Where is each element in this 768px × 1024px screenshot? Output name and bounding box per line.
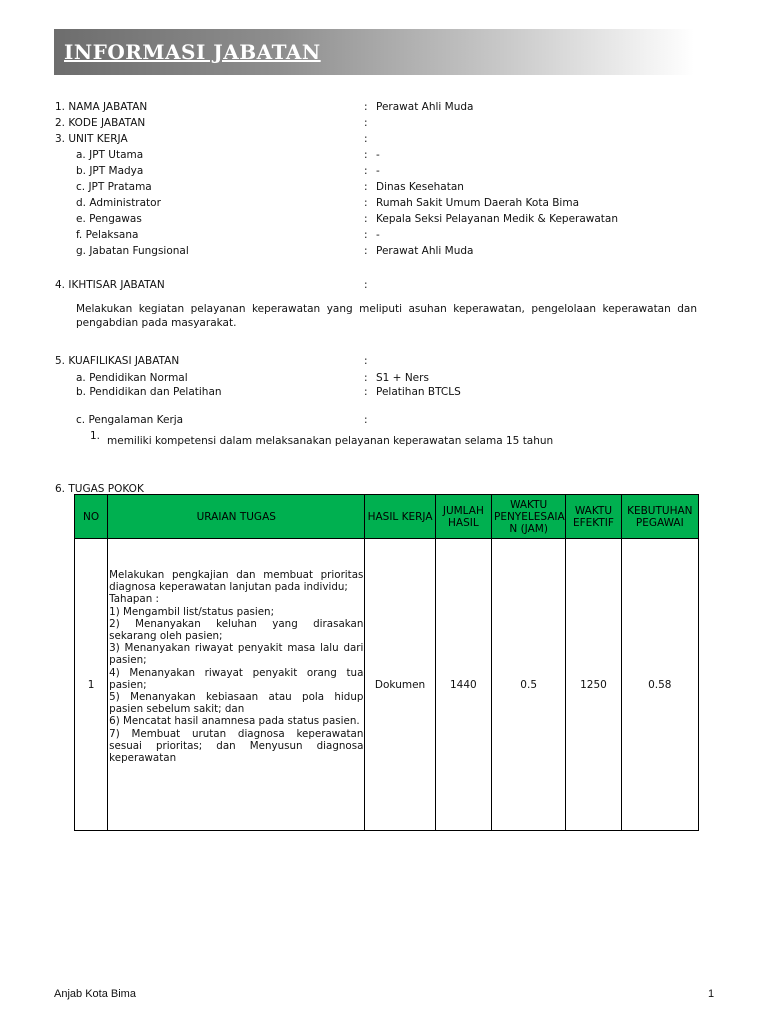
header-jumlah-hasil: JUMLAH HASIL (435, 495, 491, 539)
field-label-unit-kerja: 3. UNIT KERJA (55, 133, 128, 145)
field-colon: : (364, 165, 368, 177)
field-value-jpt-utama: - (376, 149, 380, 161)
field-label-jpt-madya: b. JPT Madya (76, 165, 144, 177)
field-colon: : (364, 245, 368, 257)
field-label-kode-jabatan: 2. KODE JABATAN (55, 117, 146, 129)
field-colon: : (364, 355, 368, 367)
header-waktu-efektif: WAKTU EFEKTIF (566, 495, 621, 539)
cell-waktu-penyelesaian: 0.5 (491, 539, 565, 831)
field-value-administrator: Rumah Sakit Umum Daerah Kota Bima (376, 197, 580, 209)
field-label-pengalaman-kerja: c. Pengalaman Kerja (76, 414, 184, 426)
header-waktu-penyelesaian: WAKTU PENYELESAIA N (JAM) (491, 495, 565, 539)
title-banner (54, 29, 694, 75)
header-uraian-tugas: URAIAN TUGAS (108, 495, 365, 539)
field-colon: : (364, 229, 368, 241)
field-value-jpt-pratama: Dinas Kesehatan (376, 181, 464, 193)
header-kebutuhan-pegawai: KEBUTUHAN PEGAWAI (621, 495, 698, 539)
cell-no: 1 (75, 539, 108, 831)
field-label-administrator: d. Administrator (76, 197, 161, 209)
field-label-jpt-utama: a. JPT Utama (76, 149, 144, 161)
pengalaman-item-text: memiliki kompetensi dalam melaksanakan pelayanan keperawatan selama 15 tahun (107, 435, 554, 447)
field-value-pelaksana: - (376, 229, 380, 241)
field-label-pelatihan: b. Pendidikan dan Pelatihan (76, 386, 222, 398)
pengalaman-item-number: 1. (90, 430, 101, 442)
field-colon: : (364, 149, 368, 161)
field-value-pengawas: Kepala Seksi Pelayanan Medik & Keperawatan (376, 213, 619, 225)
field-label-pengawas: e. Pengawas (76, 213, 142, 225)
field-value-pendidikan-formal: S1 + Ners (376, 372, 429, 384)
field-label-pelaksana: f. Pelaksana (76, 229, 139, 241)
field-label-jpt-pratama: c. JPT Pratama (76, 181, 152, 193)
field-label-pendidikan-formal: a. Pendidikan Normal (76, 372, 188, 384)
tugas-pokok-table (74, 494, 699, 831)
field-colon: : (364, 372, 368, 384)
field-colon: : (364, 213, 368, 225)
page-title: INFORMASI JABATAN (64, 40, 321, 64)
field-colon: : (364, 197, 368, 209)
section-label-tugas-pokok: 6. TUGAS POKOK (55, 483, 144, 495)
field-label-jabatan-fungsional: g. Jabatan Fungsional (76, 245, 189, 257)
page-number: 1 (708, 988, 715, 1000)
field-colon: : (364, 414, 368, 426)
field-value-pelatihan: Pelatihan BTCLS (376, 386, 461, 398)
header-no: NO (75, 495, 108, 539)
field-colon: : (364, 279, 368, 291)
field-label-nama-jabatan: 1. NAMA JABATAN (55, 101, 148, 113)
section-label-ikhtisar: 4. IKHTISAR JABATAN (55, 279, 165, 291)
cell-waktu-efektif: 1250 (566, 539, 621, 831)
cell-uraian-tugas: Melakukan pengkajian dan membuat prioritas diagnosa keperawatan lanjutan pada individu; Tahapan : 1) Mengambil list/status pasien; 2) Menanyakan keluhan yang dirasakan sekarang oleh pasien; 3) Menanyakan riwayat penyakit masa lalu dari pasien; 4) Menanyakan riwayat penyakit orang tua pasien; 5) Menanyakan kebiasaan atau pola hidup pasien sebelum sakit; dan 6) Mencatat hasil anamnesa pada status pasien. 7) Membuat urutan diagnosa keperawatan sesuai prioritas; dan Menyusun diagnosa keperawatan (108, 539, 365, 831)
cell-jumlah-hasil: 1440 (435, 539, 491, 831)
field-colon: : (364, 133, 368, 145)
field-colon: : (364, 386, 368, 398)
header-hasil-kerja: HASIL KERJA (365, 495, 435, 539)
cell-kebutuhan-pegawai: 0.58 (621, 539, 698, 831)
footer-title: Anjab Kota Bima (54, 988, 136, 1000)
section-label-kualifikasi: 5. KUAFILIKASI JABATAN (55, 355, 180, 367)
field-colon: : (364, 101, 368, 113)
field-value-jpt-madya: - (376, 165, 380, 177)
field-colon: : (364, 181, 368, 193)
ikhtisar-text: Melakukan kegiatan pelayanan keperawatan yang meliputi asuhan keperawatan, pengelolaan keperawatan dan pengabdian pada masyarakat. (76, 303, 697, 329)
table-row (75, 539, 699, 831)
table-header-row (75, 495, 699, 539)
field-value-jabatan-fungsional: Perawat Ahli Muda (376, 245, 474, 257)
cell-hasil-kerja: Dokumen (365, 539, 435, 831)
field-colon: : (364, 117, 368, 129)
field-value-nama-jabatan: Perawat Ahli Muda (376, 101, 474, 113)
